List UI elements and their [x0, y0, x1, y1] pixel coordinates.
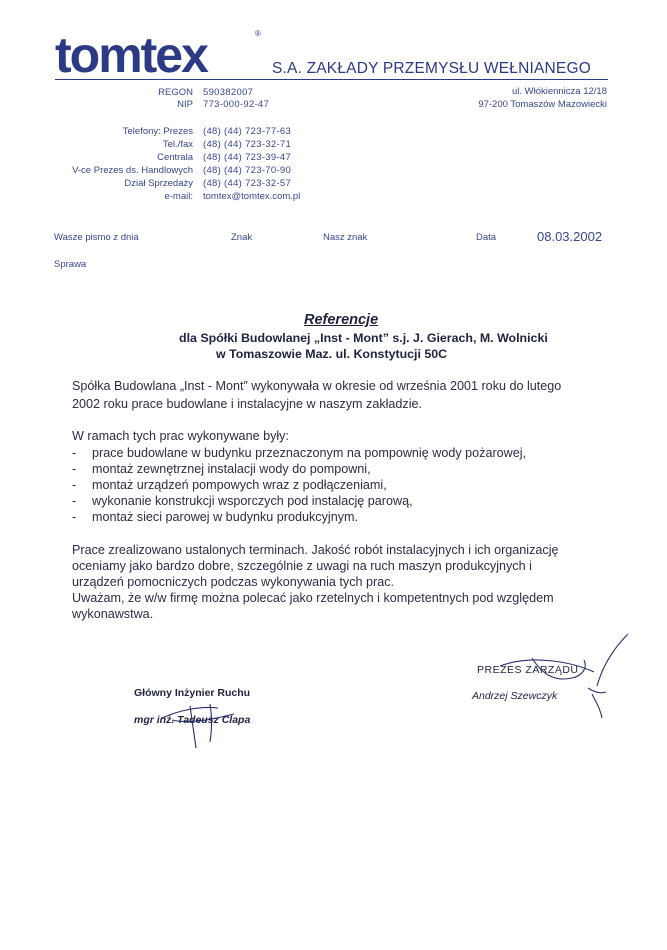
- company-logo: [55, 26, 267, 86]
- contact-value: (48) (44) 723-32-71: [203, 139, 292, 150]
- bullet-marker: -: [72, 446, 77, 460]
- list-item: prace budowlane w budynku przeznaczonym na pompownię wody pożarowej,: [92, 446, 527, 460]
- contact-value: (48) (44) 723-70-90: [203, 165, 292, 176]
- right-signatory-title: PREZES ZARZĄDU: [477, 664, 579, 676]
- contact-value: (48) (44) 723-32-57: [203, 178, 292, 189]
- left-signatory-title: Główny Inżynier Ruchu: [134, 687, 251, 699]
- left-handwritten-signature: [150, 690, 260, 750]
- bullet-marker: -: [72, 510, 77, 524]
- regon-value: 590382007: [203, 87, 254, 98]
- list-item: wykonanie konstrukcji wsporczych pod instalację parową,: [92, 494, 413, 508]
- list-intro: W ramach tych prac wykonywane były:: [72, 429, 289, 443]
- sign-label: Znak: [231, 232, 253, 243]
- our-sign-label: Nasz znak: [323, 232, 368, 243]
- nip-label: NIP: [177, 99, 193, 110]
- your-letter-label: Wasze pismo z dnia: [54, 232, 139, 243]
- paragraph-line: urządzeń pomocniczych podczas wykonywania tych prac.: [72, 575, 394, 589]
- letter-title: Referencje: [304, 312, 379, 328]
- nip-value: 773-000-92-47: [203, 99, 270, 110]
- date-value: 08.03.2002: [537, 229, 603, 244]
- address-street: ul. Włókiennicza 12/18: [511, 86, 607, 97]
- header-divider: [55, 79, 608, 80]
- paragraph-line: Spółka Budowlana „Inst - Mont” wykonywała w okresie od września 2001 roku do lutego: [72, 379, 562, 393]
- bullet-marker: -: [72, 462, 77, 476]
- paragraph-line: 2002 roku prace budowlane i instalacyjne w naszym zakładzie.: [72, 397, 423, 411]
- paragraph-line: wykonawstwa.: [72, 607, 154, 621]
- right-handwritten-signature: [462, 628, 637, 728]
- registered-mark: ®: [255, 29, 261, 38]
- regon-label: REGON: [158, 87, 193, 98]
- contact-label: e-mail:: [164, 191, 193, 202]
- company-name: S.A. ZAKŁADY PRZEMYSŁU WEŁNIANEGO: [272, 60, 591, 77]
- right-signatory-name: Andrzej Szewczyk: [472, 690, 558, 702]
- contact-label: Dział Sprzedaży: [124, 178, 193, 189]
- email-value: tomtex@tomtex.com.pl: [203, 191, 301, 202]
- list-item: montaż zewnętrznej instalacji wody do pompowni,: [92, 462, 371, 476]
- left-signatory-name: mgr inż. Tadeusz Clapa: [134, 714, 251, 726]
- contact-value: (48) (44) 723-39-47: [203, 152, 292, 163]
- contact-label: V-ce Prezes ds. Handlowych: [72, 165, 193, 176]
- bullet-marker: -: [72, 494, 77, 508]
- tomtex-logo-graphic: [55, 26, 267, 86]
- address-city: 97-200 Tomaszów Mazowiecki: [478, 99, 607, 110]
- logo-text: tomtex: [55, 27, 207, 83]
- letter-subtitle: dla Spółki Budowlanej „Inst - Mont” s.j. J. Gierach, M. Wolnicki: [179, 331, 548, 345]
- contact-label: Telefony: Prezes: [122, 126, 193, 137]
- date-label: Data: [476, 232, 497, 243]
- contact-label: Tel./fax: [162, 139, 193, 150]
- paragraph-line: Prace zrealizowano ustalonych terminach. Jakość robót instalacyjnych i ich organizację: [72, 543, 559, 557]
- bullet-marker: -: [72, 478, 77, 492]
- matter-label: Sprawa: [54, 259, 87, 270]
- list-item: montaż sieci parowej w budynku produkcyjnym.: [92, 510, 358, 524]
- list-item: montaż urządzeń pompowych wraz z podłączeniami,: [92, 478, 387, 492]
- paragraph-line: oceniamy jako bardzo dobre, szczególnie z uwagi na ruch maszyn produkcyjnych i: [72, 559, 532, 573]
- contact-label: Centrala: [157, 152, 193, 163]
- paragraph-line: Uważam, że w/w firmę można polecać jako rzetelnych i kompetentnych pod względem: [72, 591, 554, 605]
- letter-subtitle: w Tomaszowie Maz. ul. Konstytucji 50C: [216, 347, 448, 361]
- contact-value: (48) (44) 723-77-63: [203, 126, 292, 137]
